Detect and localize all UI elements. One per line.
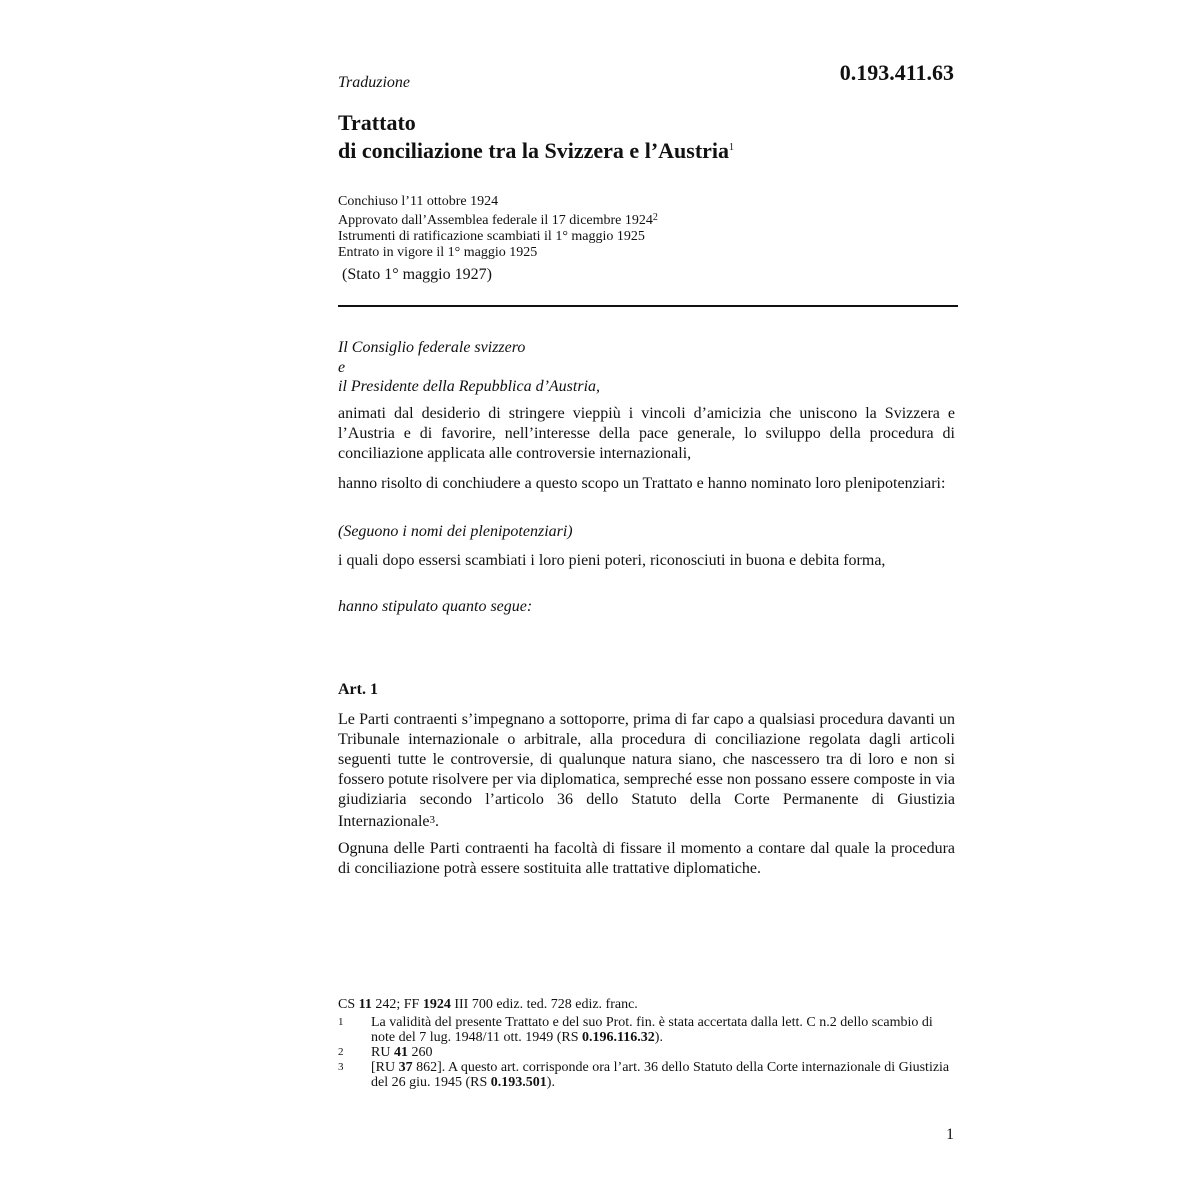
article-1-heading: Art. 1	[338, 681, 378, 698]
preamble-paragraph-2: hanno risolto di conchiudere a questo scopo un Trattato e hanno nominato loro plenipotenziari:	[338, 475, 946, 492]
translation-label: Traduzione	[338, 74, 411, 91]
title-footnote-ref: 1	[729, 142, 735, 153]
preamble-closing: hanno stipulato quanto segue:	[338, 598, 533, 615]
footnote-2-prefix: RU	[371, 1045, 394, 1060]
footnote-3-number: 3	[338, 1061, 344, 1073]
page-number: 1	[946, 1126, 954, 1143]
source-ff-year: 1924	[422, 997, 451, 1012]
source-rest: III 700 ediz. ted. 728 ediz. franc.	[450, 997, 638, 1012]
document-title	[338, 110, 734, 163]
header-divider	[338, 305, 958, 307]
footnote-3-rs-ref: 0.193.501	[490, 1075, 547, 1090]
footnotes	[338, 997, 958, 1090]
title-line-2-text: di conciliazione tra la Svizzera e l’Austria	[338, 138, 730, 163]
footnote-3-prefix: [RU	[371, 1060, 399, 1075]
footnote-2-text	[371, 1045, 958, 1060]
footnote-1-number: 1	[338, 1016, 344, 1028]
footnote-1	[338, 1015, 958, 1045]
preamble-conjunction: e	[338, 359, 346, 376]
footnote-3-volume: 37	[398, 1060, 413, 1075]
footnote-3-end: ).	[546, 1075, 555, 1090]
footnote-1-body: La validità del presente Trattato e del suo Prot. fin. è stata accertata dalla lett. C n.2 dello scambio di note del 7 lug. 1948/11 ott. 1949 (RS	[371, 1015, 933, 1045]
article-1-paragraph-1-text: Le Parti contraenti s’impegnano a sottoporre, prima di far capo a qualsiasi procedura davanti un Tribunale internazionale o arbitrale, alla procedura di conciliazione regolata dagli articoli seguenti tutte le controversie, di qualunque natura siano, che nascessero tra di loro e non si fossero potute risolvere per via diplomatica, sempreché esse non possano essere composte in via giudiziaria secondo l’articolo 36 dello Statuto della Corte Permanente di Giustizia Internazionale	[338, 711, 955, 830]
meta-approved-text: Approvato dall’Assemblea federale il 17 dicembre 1924	[338, 213, 653, 228]
meta-in-force: Entrato in vigore il 1° maggio 1925	[338, 245, 538, 260]
footnote-2-number: 2	[338, 1046, 344, 1058]
meta-approved-ref: 2	[652, 212, 658, 223]
article-1-footnote-ref: 3	[429, 814, 435, 826]
preamble-party-1: Il Consiglio federale svizzero	[338, 339, 526, 356]
plenipotentiaries-note: (Seguono i nomi dei plenipotenziari)	[338, 523, 573, 540]
preamble-paragraph-3: i quali dopo essersi scambiati i loro pieni poteri, riconosciuti in buona e debita forma,	[338, 552, 886, 569]
footnote-3-text	[371, 1060, 958, 1090]
footnote-1-text	[371, 1015, 958, 1045]
article-1-paragraph-1-end: .	[435, 813, 439, 830]
title-line-2	[338, 135, 734, 163]
preamble-party-2: il Presidente della Repubblica d’Austria,	[338, 378, 601, 395]
meta-concluded: Conchiuso l’11 ottobre 1924	[338, 194, 499, 209]
preamble-paragraph-1: animati dal desiderio di stringere vieppiù i vincoli d’amicizia che uniscono la Svizzera e l’Austria e di favorire, nell’interesse della pace generale, lo sviluppo della procedura di conciliazione applicata alle controversie internazionali,	[338, 405, 955, 462]
footnote-2-volume: 41	[393, 1045, 408, 1060]
footnote-1-end: ).	[654, 1030, 663, 1045]
footnote-2	[338, 1045, 958, 1060]
source-cs-volume: 11	[358, 997, 372, 1012]
meta-ratification: Istrumenti di ratificazione scambiati il 1° maggio 1925	[338, 229, 645, 244]
footnote-1-rs-ref: 0.196.116.32	[582, 1030, 655, 1045]
article-1-paragraph-1	[338, 710, 955, 832]
metadata-block	[338, 194, 658, 261]
status-date: (Stato 1° maggio 1927)	[342, 266, 492, 283]
article-1-paragraph-2: Ognuna delle Parti contraenti ha facoltà di fissare il momento a contare dal quale la procedura di conciliazione potrà essere sostituita alle trattative diplomatiche.	[338, 840, 955, 877]
source-cs-label: CS	[338, 997, 359, 1012]
footnote-2-page: 260	[407, 1045, 433, 1060]
footnote-3	[338, 1060, 958, 1090]
title-line-1: Trattato	[338, 110, 416, 135]
source-cs-page: 242; FF	[371, 997, 423, 1012]
meta-approved	[338, 210, 658, 229]
source-citation	[338, 997, 958, 1012]
footnote-3-body: 862]. A questo art. corrisponde ora l’art. 36 dello Statuto della Corte internazionale di Giustizia del 26 giu. 1945 (RS	[371, 1060, 950, 1090]
sr-number: 0.193.411.63	[839, 60, 954, 85]
